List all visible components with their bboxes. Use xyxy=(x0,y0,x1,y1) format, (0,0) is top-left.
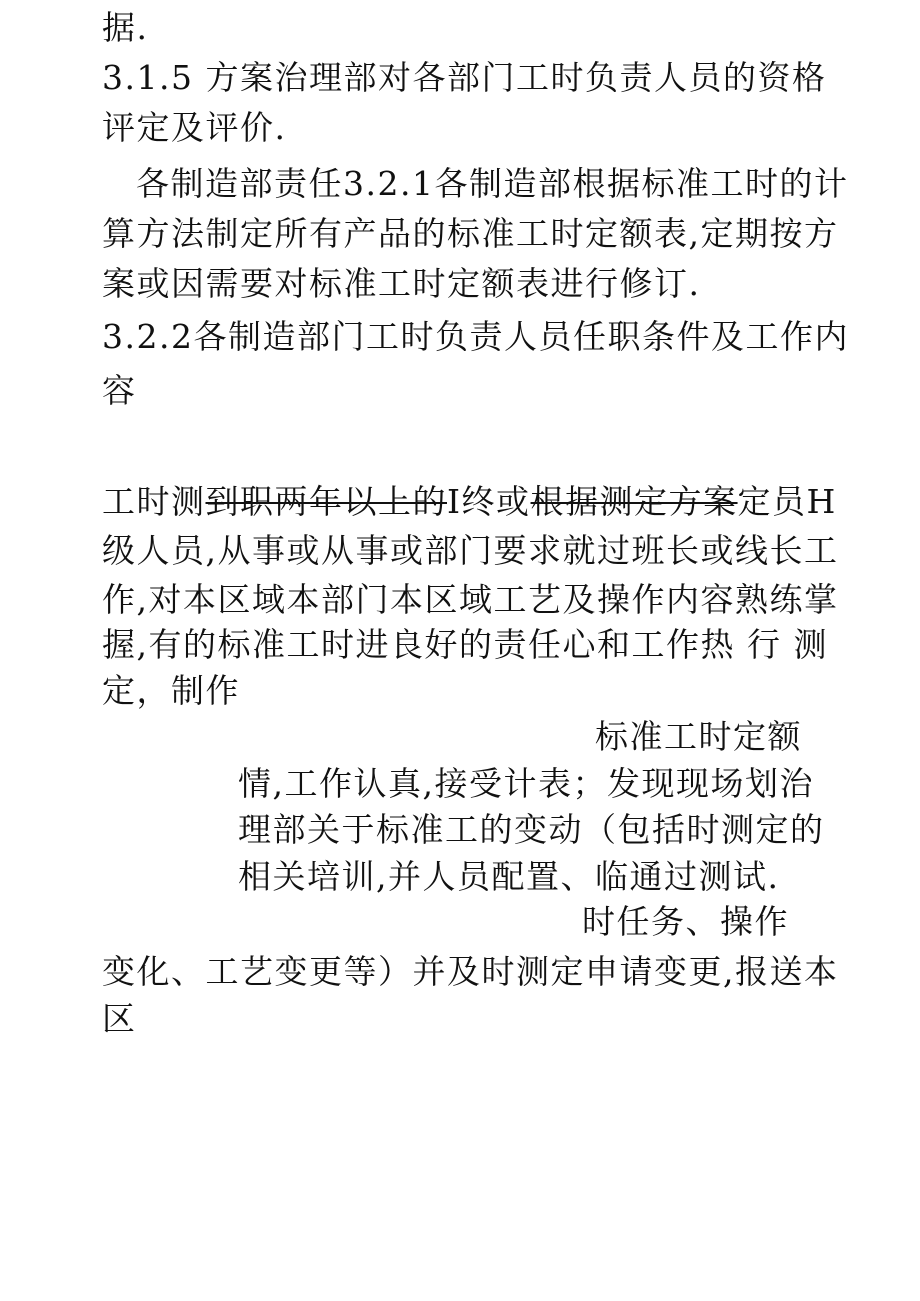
text-line: 变化、工艺变更等）并及时测定申请变更,报送本 xyxy=(102,952,839,991)
text-segment: I终或 xyxy=(447,482,531,521)
text-line: 容 xyxy=(102,371,137,410)
text-line: 定，制作 xyxy=(102,671,240,710)
text-line: 握,有的标准工时进良好的责任心和工作热 行 测 xyxy=(102,625,828,664)
text-line-indented: 情,工作认真,接受计表；发现现场划治 xyxy=(238,764,814,803)
text-line: 作,对本区域本部门本区域工艺及操作内容熟练掌 xyxy=(102,580,839,619)
struck-text: 到职两年以上的 xyxy=(205,482,447,521)
paragraph-first-line: 各制造部责任3.2.1各制造部根据标准工时的计 xyxy=(136,164,849,203)
struck-text: 根据测定方案 xyxy=(530,482,738,521)
text-fragment: 标准工时定额 xyxy=(595,717,802,756)
text-line: 区 xyxy=(102,999,137,1038)
text-line-with-strikethrough xyxy=(102,482,837,522)
text-fragment: 时任务、操作 xyxy=(582,902,789,941)
text-line-indented: 相关培训,并人员配置、临通过测试. xyxy=(238,857,780,896)
text-line: 案或因需要对标准工时定额表进行修订. xyxy=(102,264,701,303)
text-segment: 定员H xyxy=(737,482,837,521)
text-line: 评定及评价. xyxy=(102,108,287,147)
text-line: 据. xyxy=(102,8,149,47)
section-heading-3-1-5: 3.1.5 方案治理部对各部门工时负责人员的资格 xyxy=(102,58,827,97)
text-line-indented: 理部关于标准工的变动（包括时测定的 xyxy=(238,810,825,849)
text-line: 级人员,从事或从事或部门要求就过班长或线长工 xyxy=(102,531,839,570)
section-heading-3-2-2: 3.2.2各制造部门工时负责人员任职条件及工作内 xyxy=(102,317,849,356)
text-line: 算方法制定所有产品的标准工时定额表,定期按方 xyxy=(102,214,839,253)
text-segment: 工时测 xyxy=(102,482,206,521)
